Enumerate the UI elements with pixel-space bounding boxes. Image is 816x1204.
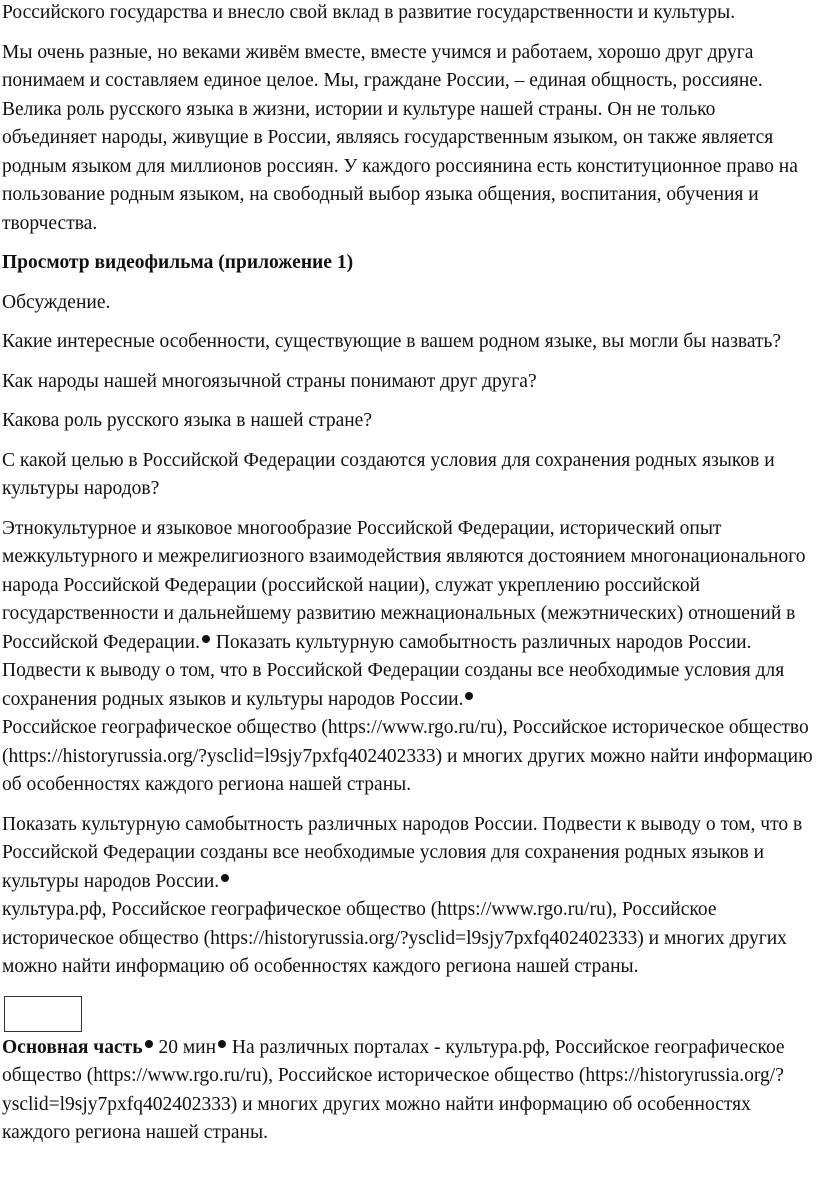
question-2: Как народы нашей многоязычной страны понимают друг друга?	[2, 370, 537, 392]
paragraph-main-part	[2, 1034, 814, 1148]
paragraph-show-main: Показать культурную самобытность различных народов России. Подвести к выводу о том, что в Российской Федерации созданы все необходимые условия для сохранения родных языков и культуры народов России.	[2, 813, 803, 892]
paragraph-show	[2, 811, 814, 982]
main-part-time: 20 мин	[153, 1036, 217, 1058]
bullet-icon	[218, 1040, 226, 1048]
question-3: Какова роль русского языка в нашей стране?	[2, 410, 372, 431]
main-part-label: Основная часть	[2, 1036, 143, 1058]
heading-video-text: Просмотр видеофильма (приложение 1)	[2, 252, 354, 273]
empty-table-cell	[4, 996, 82, 1032]
question-4: С какой целью в Российской Федерации создаются условия для сохранения родных языков и культуры народов?	[2, 449, 775, 499]
paragraph-ethno-sources: Российское географическое общество (https://www.rgo.ru/ru), Российское историческое общество (https://historyrussia.org/?ysclid=l9sjy7pxfq402402333) и многих других можно найти информацию об особенностях каждого региона нашей страны.	[2, 717, 813, 795]
bullet-icon	[465, 692, 473, 700]
main-part-text: На различных порталах - культура.рф, Российское географическое общество (https://www.rgo.ru/ru), Российское историческое общество (https://historyrussia.org/?ysclid=l9sjy7pxfq402402333) и многих других можно найти информацию об особенностях каждого региона нашей страны.	[2, 1036, 785, 1143]
heading-video	[2, 249, 814, 278]
paragraph-show-sources: культура.рф, Российское географическое общество (https://www.rgo.ru/ru), Российское историческое общество (https://historyrussia.org/?ysclid=l9sjy7pxfq402402333) и многих других можно найти информацию об особенностях каждого региона нашей страны.	[2, 899, 787, 977]
discussion-label: Обсуждение.	[2, 291, 111, 313]
bullet-icon	[202, 635, 210, 643]
bullet-icon	[221, 874, 229, 882]
paragraph-unity: Мы очень разные, но веками живём вместе, вместе учимся и работаем, хорошо друг друга понимаем и составляем единое целое. Мы, граждане России, – единая общность, россияне. Велика роль русского языка в жизни, истории и культуре нашей страны. Он не только объединяет народы, живущие в России, являясь государственным языком, он также является родным языком для миллионов россиян. У каждого россиянина есть конституционное право на пользование родным языком, на свободный выбор языка общения, воспитания, обучения и творчества.	[2, 41, 798, 234]
paragraph-ethno	[2, 515, 814, 800]
bullet-icon	[145, 1040, 153, 1048]
paragraph-ethno-main: Этнокультурное и языковое многообразие Российской Федерации, исторический опыт межкультурного и межрелигиозного взаимодействия являются достоянием многонационального народа Российской Федерации (российской нации), служат укреплению российской государственности и дальнейшему развитию межнациональных (межэтнических) отношений в Российской Федерации.	[2, 517, 806, 653]
paragraph-intro-end: Российского государства и внесло свой вклад в развитие государственности и культуры.	[2, 2, 736, 23]
question-1: Какие интересные особенности, существующие в вашем родном языке, вы могли бы назвать?	[2, 331, 782, 352]
paragraph-ethno-show: Показать культурную самобытность различных народов России. Подвести к выводу о том, что в Российской Федерации созданы все необходимые условия для сохранения родных языков и культуры народов России.	[2, 631, 785, 710]
